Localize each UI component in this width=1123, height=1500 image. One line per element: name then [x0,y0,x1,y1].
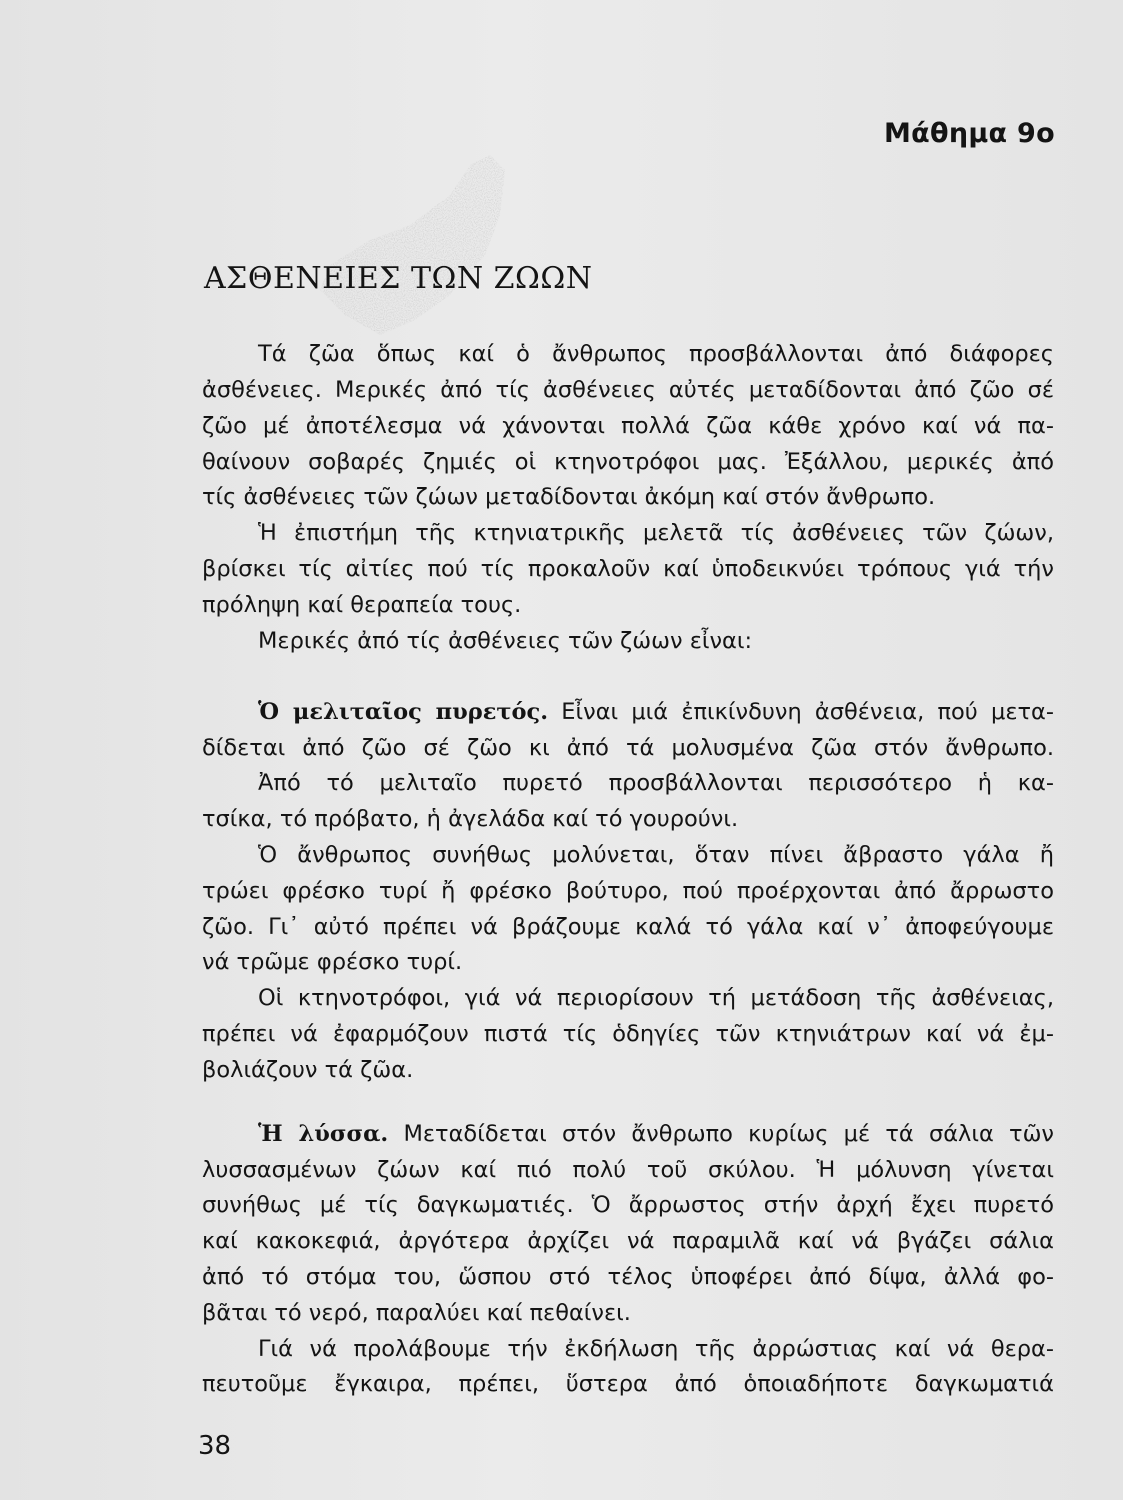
text-line: Ἡ ἐπιστήμη τῆς κτηνιατρικῆς μελετᾶ τίς ἀσθένειες τῶν ζώων, [258,520,1054,546]
text-line: θαίνουν σοβαρές ζημιές οἱ κτηνοτρόφοι μας. Ἐξάλλου, μερικές ἀπό [202,449,1054,475]
text-line: βᾶται τό νερό, παραλύει καί πεθαίνει. [202,1300,631,1326]
page-title: ΑΣΘΕΝΕΙΕΣ ΤΩΝ ΖΩΩΝ [204,261,593,296]
text-line: βρίσκει τίς αἰτίες πού τίς προκαλοῦν καί ὑποδεικνύει τρόπους γιά τήν [202,556,1054,582]
text-line: τρώει φρέσκο τυρί ἤ φρέσκο βούτυρο, πού προέρχονται ἀπό ἄρρωστο [202,878,1054,904]
text-line: συνήθως μέ τίς δαγκωματιές. Ὁ ἄρρωστος στήν ἀρχή ἔχει πυρετό [202,1192,1054,1218]
section-fever-first-line: Ὁ μελιταῖος πυρετός. Εἶναι μιά ἐπικίνδυνη ἀσθένεια, πού μετα- [258,699,1054,725]
text-line: πρέπει νά ἐφαρμόζουν πιστά τίς ὁδηγίες τῶν κτηνιάτρων καί νά ἐμ- [202,1021,1054,1047]
term-rabies: Ἡ λύσσα. [258,1121,389,1147]
text-line: Ἀπό τό μελιταῖο πυρετό προσβάλλονται περισσότερο ἡ κα- [258,770,1054,796]
text-line: δίδεται ἀπό ζῶο σέ ζῶο κι ἀπό τά μολυσμένα ζῶα στόν ἄνθρωπο. [202,735,1054,761]
page-number: 38 [198,1431,232,1461]
text-line: Ὁ ἄνθρωπος συνήθως μολύνεται, ὅταν πίνει ἄβραστο γάλα ἤ [258,842,1054,868]
text-line: Γιά νά προλάβουμε τήν ἐκδήλωση τῆς ἀρρώστιας καί νά θερα- [258,1336,1054,1362]
lesson-number: Μάθημα 9ο [883,118,1055,149]
text-line: ζῶο. Γι᾽ αὐτό πρέπει νά βράζουμε καλά τό γάλα καί ν᾽ ἀποφεύγουμε [202,914,1054,940]
ink-smudge [300,145,530,345]
text-line: τσίκα, τό πρόβατο, ἡ ἀγελάδα καί τό γουρούνι. [202,806,739,832]
text-line: Οἱ κτηνοτρόφοι, γιά νά περιορίσουν τή μετάδοση τῆς ἀσθένειας, [258,985,1054,1011]
text-line: νά τρῶμε φρέσκο τυρί. [202,949,463,975]
term-brucellosis: Ὁ μελιταῖος πυρετός. [258,699,549,725]
text-line: ζῶο μέ ἀποτέλεσμα νά χάνονται πολλά ζῶα κάθε χρόνο καί νά πα- [202,413,1054,439]
text-line: βολιάζουν τά ζῶα. [202,1057,414,1083]
section-rabies-first-line: Ἡ λύσσα. Μεταδίδεται στόν ἄνθρωπο κυρίως μέ τά σάλια τῶν [258,1121,1054,1147]
text-line: πρόληψη καί θεραπεία τους. [202,592,522,618]
text-line: Τά ζῶα ὅπως καί ὁ ἄνθρωπος προσβάλλονται ἀπό διάφορες [258,341,1054,367]
text-line: ἀσθένειες. Μερικές ἀπό τίς ἀσθένειες αὐτές μεταδίδονται ἀπό ζῶο σέ [202,377,1054,403]
text-line: πευτοῦμε ἔγκαιρα, πρέπει, ὕστερα ἀπό ὁποιαδήποτε δαγκωματιά [202,1371,1054,1397]
text-line: Μερικές ἀπό τίς ἀσθένειες τῶν ζώων εἶναι: [258,628,753,654]
text-line: καί κακοκεφιά, ἀργότερα ἀρχίζει νά παραμιλᾶ καί νά βγάζει σάλια [202,1228,1054,1254]
text-line: λυσσασμένων ζώων καί πιό πολύ τοῦ σκύλου. Ἡ μόλυνση γίνεται [202,1157,1054,1183]
text-line: τίς ἀσθένειες τῶν ζώων μεταδίδονται ἀκόμη καί στόν ἄνθρωπο. [202,484,936,510]
text-line: ἀπό τό στόμα του, ὥσπου στό τέλος ὑποφέρει ἀπό δίψα, ἀλλά φο- [202,1264,1054,1290]
